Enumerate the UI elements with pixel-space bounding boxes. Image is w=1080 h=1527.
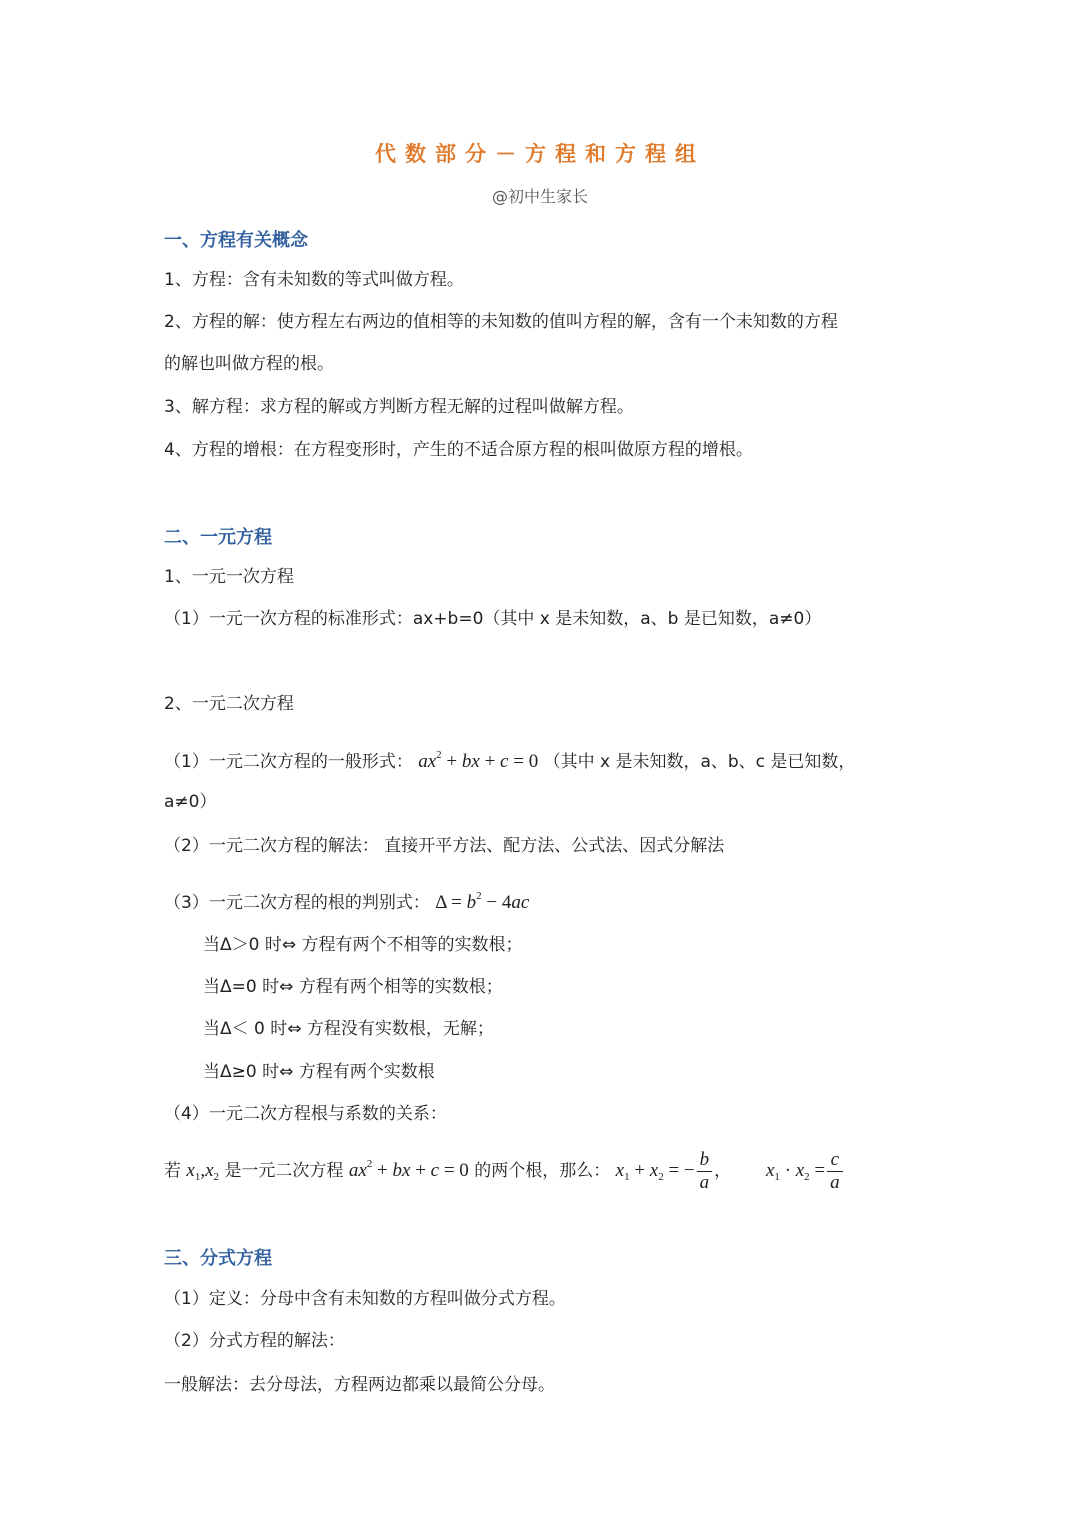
quadratic-general-form-note: （其中 x 是未知数，a、b、c 是已知数， <box>543 752 856 772</box>
discriminant-case-positive: 当Δ＞0 时⇔ 方程有两个不相等的实数根； <box>203 935 523 955</box>
fractional-general-method: 一般解法：去分母法，方程两边都乘以最简公分母。 <box>164 1375 555 1395</box>
author-credit: @初中生家长 <box>491 187 588 206</box>
definition-equation: 1、方程：含有未知数的等式叫做方程。 <box>164 270 464 290</box>
quadratic-formula: $ax^2$ + bx + c = 0 <box>418 749 539 772</box>
page-title: 代数部分－方程和方程组 <box>375 142 705 166</box>
vieta-sum-fraction: $\frac{b}{a}$ <box>697 1149 713 1194</box>
discriminant-case-nonnegative: 当Δ≥0 时⇔ 方程有两个实数根 <box>203 1062 435 1082</box>
fractional-definition: （1）定义：分母中含有未知数的方程叫做分式方程。 <box>164 1289 566 1309</box>
discriminant-case-zero: 当Δ=0 时⇔ 方程有两个相等的实数根； <box>203 977 503 997</box>
linear-standard-form: （1）一元一次方程的标准形式：ax+b=0（其中 x 是未知数，a、b 是已知数，a≠0） <box>164 609 822 629</box>
quadratic-general-form-tail: a≠0） <box>164 792 217 812</box>
subheading-linear: 1、一元一次方程 <box>164 567 294 587</box>
vieta-comma: ， <box>714 1161 732 1181</box>
vieta-roots: $x_1,x_2$ <box>186 1160 220 1183</box>
vieta-product-lhs: $x_1 \cdot x_2$ = <box>765 1160 826 1183</box>
vieta-if: 若 <box>164 1161 181 1181</box>
section-heading-fractional: 三、分式方程 <box>164 1248 272 1269</box>
quadratic-general-form <box>164 743 855 774</box>
vieta-formula-line <box>164 1140 845 1201</box>
section-heading-one-variable: 二、一元方程 <box>164 527 272 548</box>
fractional-methods: （2）分式方程的解法： <box>164 1331 345 1351</box>
quadratic-general-form-label: （1）一元二次方程的一般形式： <box>164 752 413 772</box>
discriminant-label: （3）一元二次方程的根的判别式： <box>164 893 430 913</box>
definition-extraneous-root: 4、方程的增根：在方程变形时，产生的不适合原方程的根叫做原方程的增根。 <box>164 440 753 460</box>
discriminant-case-negative: 当Δ＜ 0 时⇔ 方程没有实数根，无解； <box>203 1019 494 1039</box>
vieta-mid: 是一元二次方程 <box>224 1161 344 1181</box>
vieta-quadratic: $ax^2$ + bx + c = 0 <box>348 1158 469 1181</box>
section-heading-concepts: 一、方程有关概念 <box>164 230 308 251</box>
vieta-sum-lhs: $x_1 + x_2$ = − <box>615 1160 695 1183</box>
discriminant-formula: $\Delta = b^2 - 4ac$ <box>435 890 530 913</box>
quadratic-methods: （2）一元二次方程的解法： 直接开平方法、配方法、公式法、因式分解法 <box>164 836 725 856</box>
vieta-post: 的两个根，那么： <box>474 1161 611 1181</box>
discriminant-line <box>164 884 529 915</box>
definition-solution-line2: 的解也叫做方程的根。 <box>164 354 334 374</box>
subheading-quadratic: 2、一元二次方程 <box>164 694 294 714</box>
definition-solution-line1: 2、方程的解：使方程左右两边的值相等的未知数的值叫方程的解，含有一个未知数的方程 <box>164 312 838 332</box>
vieta-product-fraction: $\frac{c}{a}$ <box>827 1149 843 1194</box>
vieta-heading: （4）一元二次方程根与系数的关系： <box>164 1104 447 1124</box>
definition-solving: 3、解方程：求方程的解或方判断方程无解的过程叫做解方程。 <box>164 397 634 417</box>
